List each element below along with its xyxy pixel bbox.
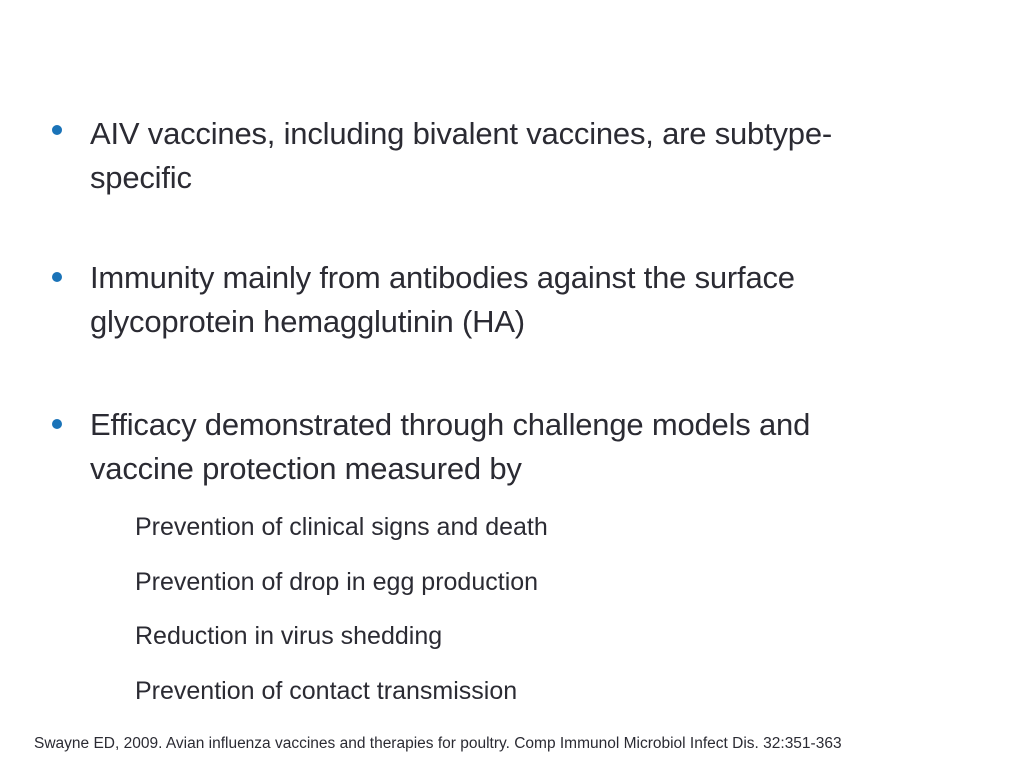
bullet-dot-icon <box>52 125 62 135</box>
citation: Swayne ED, 2009. Avian influenza vaccines and therapies for poultry. Comp Immunol Microbiol Infect Dis. 32:351-363 <box>34 735 842 752</box>
bullet-text: Immunity mainly from antibodies against the surface glycoprotein hemagglutinin (HA) <box>90 260 795 339</box>
bullet-text: Efficacy demonstrated through challenge models and vaccine protection measured by <box>90 407 811 486</box>
sub-list-item: Prevention of contact transmission <box>135 677 518 705</box>
sub-list-item: Prevention of clinical signs and death <box>135 513 548 541</box>
bullet-dot-icon <box>52 272 62 282</box>
bullet-dot-icon <box>52 419 62 429</box>
sub-list-item: Prevention of drop in egg production <box>135 568 539 596</box>
sub-list-item: Reduction in virus shedding <box>135 622 443 650</box>
bullet-text: AIV vaccines, including bivalent vaccines, are subtype-specific <box>90 116 833 195</box>
